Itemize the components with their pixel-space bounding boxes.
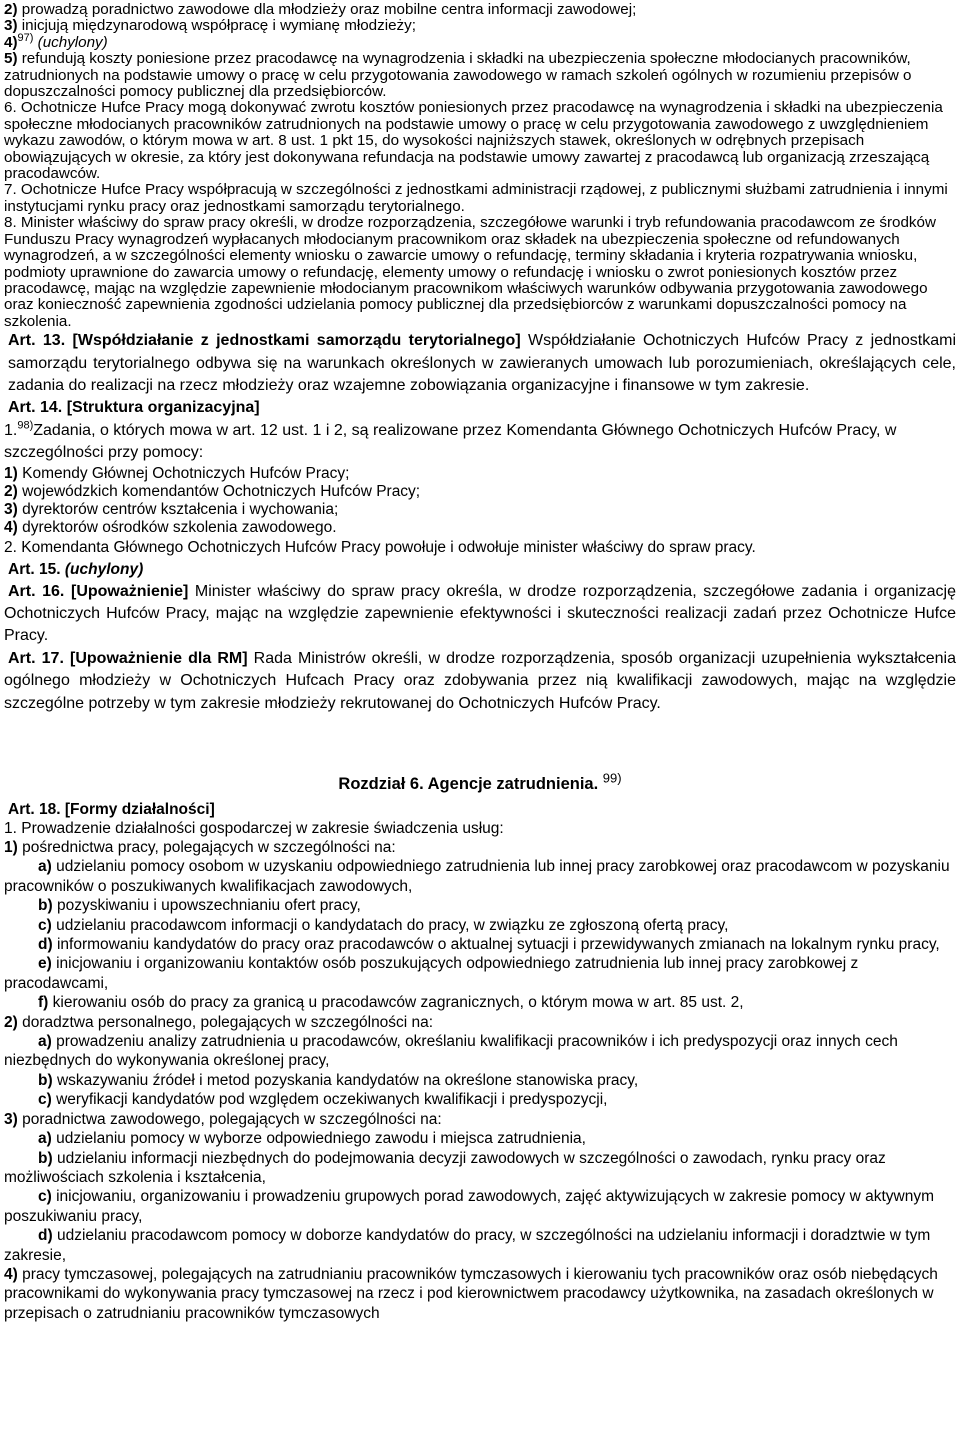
article-18-subpoint: b) pozyskiwaniu i upowszechnianiu ofert pracy, [38,897,361,915]
article-18-subpoint: a) prowadzeniu analizy zatrudnienia u pracodawców, określaniu kwalifikacji pracowników i ich predyspozycji oraz innych cech niezbędnych do wykonywania określonej pracy, [4,1033,898,1070]
article-17: Art. 17. [Upoważnienie dla RM] Rada Ministrów określi, w drodze rozporządzenia, sposób organizacji uzupełnienia wykształcenia ogólnego młodzieży w Ochotniczych Hufcach Pracy oraz zdobywania przez nią kwalifikacji zawodowych, mając na względzie szczególne potrzeby w tym zakresie młodzieży rekrutowanej do Ochotniczych Hufców Pracy. [4,649,957,712]
article-18-para-1: 1. Prowadzenie działalności gospodarczej w zakresie świadczenia usług: [4,820,504,837]
article-18-point: 3) poradnictwa zawodowego, polegających w szczególności na: [4,1110,442,1128]
article-18-subpoint: a) udzielaniu pomocy w wyborze odpowiedniego zawodu i miejsca zatrudnienia, [38,1130,586,1148]
article-18-subpoint: a) udzielaniu pomocy osobom w uzyskaniu odpowiedniego zatrudnienia lub innej pracy zarobkowej oraz pracodawcom w pozyskaniu pracowników o poszukiwanych kwalifikacjach zawodowych, [4,858,950,895]
article-18-subpoint: c) udzielaniu pracodawcom informacji o kandydatach do pracy, w związku ze zgłoszoną ofertą pracy, [38,916,729,934]
article-18-point: 4) pracy tymczasowej, polegających na zatrudnianiu pracowników tymczasowych i kierowaniu tych pracowników oraz osób niebędących pracownikami do wykonywania pracy tymczasowej na rzecz i pod kierownictwem pracodawcy użytkownika, na zasadach określonych w przepisach o zatrudnianiu pracowników tymczasowych [4,1265,938,1322]
article-label: Art. 18. [8,801,61,818]
article-14-heading [4,397,956,419]
article-label: Art. 16. [8,582,65,600]
article-14-item-4: 4) dyrektorów ośrodków szkolenia zawodowego. [4,518,337,536]
footnote-ref: 97) [17,31,34,44]
article-label: Art. 14. [8,399,63,417]
article-heading: [Formy działalności] [64,801,215,818]
article-label: Art. 15. [8,560,61,578]
chapter-title: Rozdział 6. Agencje zatrudnienia. $^{99)}$ [338,770,622,793]
point-3: 3) inicjują międzynarodową współpracę i wymianę młodzieży; [4,17,416,35]
article-16: Art. 16. [Upoważnienie] Minister właściwy do spraw pracy określa, w drodze rozporządzenia, szczegółowe zadania i organizację Ochotniczych Hufców Pracy, mając na względzie zapewnienie efektywności i skuteczności realizacji zadań przez Ochotnicze Hufce Pracy. [4,582,957,645]
article-18-heading [4,800,956,819]
article-14-para-1: 1.$^{98)}$Zadania, o których mowa w art. 12 ust. 1 i 2, są realizowane przez Komendanta Głównego Ochotniczych Hufców Pracy, w szczególności przy pomocy: [4,419,897,462]
article-15: Art. 15. (uchylony) [8,560,144,578]
article-18-subpoint: e) inicjowaniu i organizowaniu kontaktów osób poszukujących odpowiedniego zatrudnienia lub innej pracy zarobkowej z pracodawcami, [4,955,859,992]
article-18-point: 2) doradztwa personalnego, polegających w szczególności na: [4,1013,434,1031]
article-14-para-2: 2. Komendanta Głównego Ochotniczych Hufców Pracy powołuje i odwołuje minister właściwy do spraw pracy. [4,538,756,556]
point-4: 4)$^{97)}$ (uchylony) [4,31,108,51]
point-2: 2) prowadzą poradnictwo zawodowe dla młodzieży oraz mobilne centra informacji zawodowej; [4,1,637,18]
article-18-subpoint: f) kierowaniu osób do pracy za granicą u pracodawców zagranicznych, o którym mowa w art. 85 ust. 2, [38,994,744,1012]
article-13: Art. 13. [Współdziałanie z jednostkami samorządu terytorialnego] Współdziałanie Ochotniczych Hufców Pracy z jednostkami samorządu terytorialnego odbywa się na warunkach określonych w zawieranych umowach lub porozumieniach, określających cele, zadania do realizacji na rzecz młodzieży oraz wzajemne zobowiązania organizacyjne i finansowe w tym zakresie. [8,332,957,394]
article-heading: [Struktura organizacyjna] [66,399,260,417]
article-heading: [Upoważnienie] [70,582,189,600]
article-18-subpoint: d) informowaniu kandydatów do pracy oraz pracodawców o aktualnej sytuacji i przewidywanych zmianach na lokalnym rynku pracy, [38,936,940,954]
para-6: 6. Ochotnicze Hufce Pracy mogą dokonywać zwrotu kosztów poniesionych przez pracodawcę na wynagrodzenia i składki na ubezpieczenia społeczne młodocianych pracowników zatrudnionych na podstawie umowy o pracę w celu przygotowania zawodowego z uwzględnieniem wykazu zawodów, o którym mowa w art. 8 ust. 1 pkt 15, do wysokości najniższych stawek, określonych w odrębnych przepisach obowiązujących w okresie, za który jest dokonywana refundacja na podstawie umowy zawartej z pracodawcą lub organizacją zrzeszającą pracodawców. [4,99,943,183]
article-label: Art. 13. [8,332,66,350]
article-14-item-1: 1) Komendy Głównej Ochotniczych Hufców Pracy; [4,464,350,482]
article-18-point: 1) pośrednictwa pracy, polegających w szczególności na: [4,839,396,856]
article-18-subpoint: c) weryfikacji kandydatów pod względem oczekiwanych kwalifikacji i predyspozycji, [38,1091,608,1109]
article-label: Art. 17. [8,649,64,667]
article-18-subpoint: b) wskazywaniu źródeł i metod pozyskania kandydatów na określone stanowiska pracy, [38,1071,639,1089]
para-8: 8. Minister właściwy do spraw pracy określi, w drodze rozporządzenia, szczegółowe warunki i tryb refundowania pracodawcom ze środków Funduszu Pracy wynagrodzeń wypłacanych młodocianym pracownikom oraz składek na ubezpieczenia społeczne od refundowanych wynagrodzeń, a w szczególności elementy wniosku o zawarcie umowy o refundację, terminy składania i kryteria rozpatrywania wniosku, podmioty uprawnione do zawarcia umowy o refundację, elementy umowy o refundację i wniosku o zwrot poniesionych kosztów przez pracodawcę, mając na względzie zapewnienie młodocianym pracownikom właściwych warunków odbywania przygotowania zawodowego oraz konieczność zapewnienia zgodności udzielania pomocy publicznej dla przedsiębiorców z warunkami dopuszczalności pomocy na szkolenia. [4,214,936,330]
article-heading: [Współdziałanie z jednostkami samorządu terytorialnego] [72,332,521,350]
article-18-subpoint: b) udzielaniu informacji niezbędnych do podejmowania decyzji zawodowych w szczególności o zawodach, rynku pracy oraz możliwościach szkolenia i kształcenia, [4,1149,886,1186]
para-7: 7. Ochotnicze Hufce Pracy współpracują w szczególności z jednostkami administracji rządowej, z publicznymi służbami zatrudnienia i innymi instytucjami rynku pracy oraz jednostkami samorządu terytorialnego. [4,181,948,215]
article-18-points [4,838,956,1323]
footnote-ref: 99) [602,770,622,786]
article-18-subpoint: c) inicjowaniu, organizowaniu i prowadzeniu grupowych porad zawodowych, zajęć aktywizujących w zakresie pomocy w aktywnym poszukiwaniu pracy, [4,1188,934,1225]
article-18-subpoint: d) udzielaniu pracodawcom pomocy w doborze kandydatów do pracy, w szczególności na udzielaniu informacji i doradztwie w tym zakresie, [4,1227,931,1264]
article-14-item-2: 2) wojewódzkich komendantów Ochotniczych Hufców Pracy; [4,482,421,500]
footnote-ref: 98) [17,419,34,432]
article-heading: [Upoważnienie dla RM] [70,649,248,667]
point-5: 5) refundują koszty poniesione przez pracodawcę na wynagrodzenia i składki na ubezpieczenia społeczne młodocianych pracowników, zatrudnionych na podstawie umowy o pracę w celu przygotowania zawodowego w ramach szkoleń ogólnych w rozumieniu przepisów o dopuszczalności pomocy publicznej dla przedsiębiorców. [4,50,912,101]
article-14-item-3: 3) dyrektorów centrów kształcenia i wychowania; [4,500,339,518]
